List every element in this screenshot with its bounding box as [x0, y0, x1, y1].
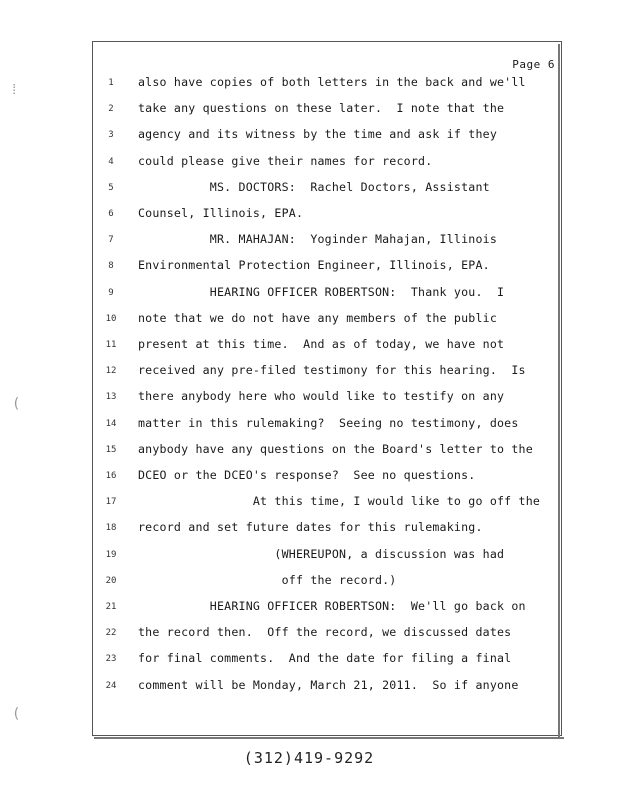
line-number: 12: [105, 366, 117, 377]
line-number: 2: [108, 104, 114, 115]
line-number: 24: [105, 680, 117, 691]
line-text: Counsel, Illinois, EPA.: [138, 206, 304, 220]
transcript-line: [0, 127, 618, 145]
line-number: 11: [105, 340, 117, 350]
line-number: 6: [108, 209, 114, 219]
line-number: 10: [105, 313, 117, 324]
line-text: MR. MAHAJAN: Yoginder Mahajan, Illinois: [138, 232, 498, 247]
line-number: 20: [105, 575, 117, 586]
scan-mark: (: [12, 706, 21, 722]
transcript-line: [0, 363, 618, 381]
line-text: HEARING OFFICER ROBERTSON: Thank you. I: [138, 284, 505, 299]
line-text: HEARING OFFICER ROBERTSON: We'll go back on: [138, 599, 526, 613]
line-number: 21: [105, 602, 117, 612]
transcript-line: [0, 154, 618, 172]
line-text: off the record.): [138, 572, 397, 587]
line-text: could please give their names for record.: [138, 153, 433, 168]
transcript-line: [0, 442, 618, 460]
transcript-line: [0, 101, 618, 119]
transcript-line: [0, 285, 618, 303]
line-number: 17: [105, 497, 117, 508]
transcript-line: [0, 625, 618, 643]
transcript-line: [0, 311, 618, 329]
transcript-line: [0, 337, 618, 355]
transcript-line: [0, 651, 618, 669]
line-number: 4: [108, 156, 114, 167]
page-number: Page 6: [512, 58, 555, 71]
line-text: (WHEREUPON, a discussion was had: [138, 546, 505, 561]
transcript-line: [0, 75, 618, 93]
transcript-line: [0, 232, 618, 250]
transcript-line: [0, 206, 618, 224]
line-text: note that we do not have any members of the public: [138, 310, 498, 325]
line-number: 1: [108, 78, 114, 88]
line-text: agency and its witness by the time and ask if they: [138, 127, 498, 142]
transcript-line: [0, 258, 618, 276]
transcript-line: [0, 416, 618, 434]
transcript-line: [0, 494, 618, 512]
line-text: DCEO or the DCEO's response? See no questions.: [138, 468, 476, 482]
line-text: also have copies of both letters in the back and we'll: [138, 75, 526, 89]
line-text: take any questions on these later. I note that the: [138, 101, 505, 116]
line-text: matter in this rulemaking? Seeing no testimony, does: [138, 415, 519, 430]
line-number: 22: [105, 628, 117, 639]
line-text: the record then. Off the record, we discussed dates: [138, 625, 512, 640]
transcript-line: [0, 520, 618, 538]
line-number: 8: [108, 261, 114, 272]
line-text: anybody have any questions on the Board's letter to the: [138, 441, 533, 456]
page-bottom-edge: [94, 737, 564, 743]
line-text: At this time, I would like to go off the: [138, 494, 541, 509]
scan-mark: (: [12, 396, 21, 412]
line-number: 23: [105, 654, 117, 665]
line-text: record and set future dates for this rulemaking.: [138, 520, 483, 535]
line-number: 16: [105, 471, 117, 481]
line-text: MS. DOCTORS: Rachel Doctors, Assistant: [138, 179, 490, 194]
footer-phone-number: (312)419-9292: [243, 749, 375, 767]
transcript-line: [0, 573, 618, 591]
line-number: 15: [105, 444, 117, 455]
line-number: 19: [105, 549, 117, 560]
line-number: 13: [105, 392, 117, 403]
line-text: for final comments. And the date for filing a final: [138, 651, 512, 666]
transcript-line: [0, 389, 618, 407]
line-number: 18: [105, 523, 117, 534]
transcript-line: [0, 678, 618, 696]
transcript-line: [0, 180, 618, 198]
line-number: 3: [108, 130, 114, 141]
line-text: comment will be Monday, March 21, 2011. So if anyone: [138, 677, 519, 692]
transcript-line: [0, 547, 618, 565]
line-number: 5: [108, 182, 114, 193]
line-text: Environmental Protection Engineer, Illinois, EPA.: [138, 258, 490, 273]
transcript-line: [0, 468, 618, 486]
line-text: there anybody here who would like to testify on any: [138, 389, 505, 404]
line-number: 7: [108, 235, 114, 246]
line-number: 14: [105, 418, 117, 429]
line-text: received any pre-filed testimony for this hearing. Is: [138, 363, 526, 378]
line-number: 9: [108, 287, 114, 298]
line-text: present at this time. And as of today, we have not: [138, 337, 505, 351]
scan-mark: ⁞: [10, 82, 19, 98]
transcript-line: [0, 599, 618, 617]
